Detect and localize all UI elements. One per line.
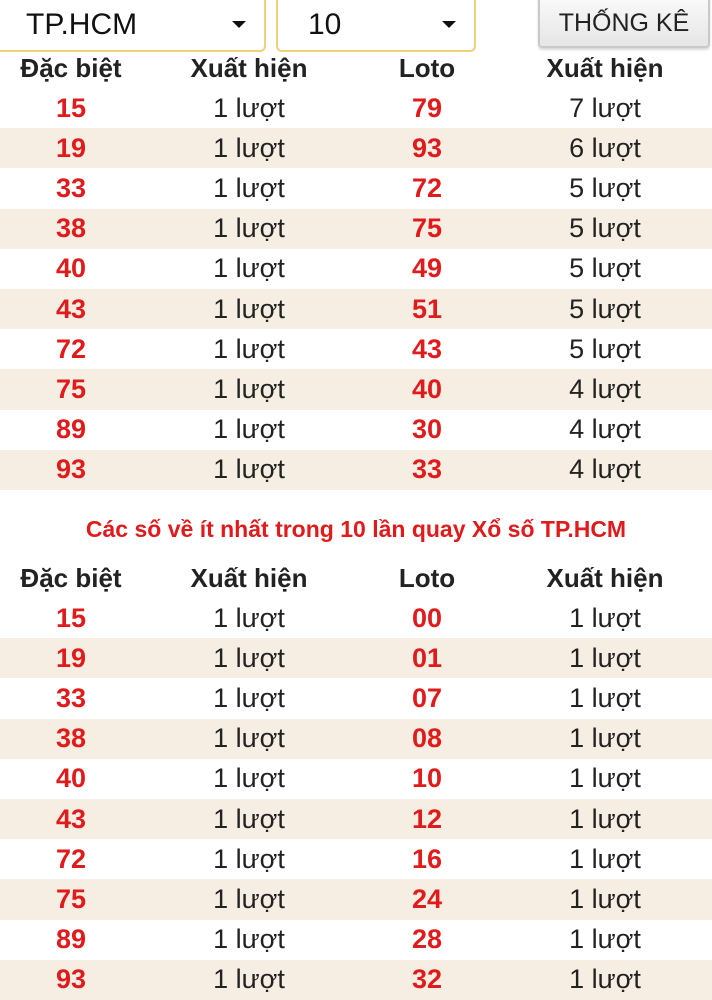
chevron-down-icon <box>442 21 456 28</box>
loto-count: 1 lượt <box>569 763 641 794</box>
table-row <box>0 839 712 879</box>
loto-number: 33 <box>411 454 443 485</box>
table-body <box>0 598 712 1000</box>
loto-number: 79 <box>411 92 443 123</box>
loto-number: 12 <box>411 803 443 834</box>
special-number: 40 <box>55 253 87 284</box>
header-loto: Loto <box>398 562 456 593</box>
loto-number: 08 <box>411 723 443 754</box>
loto-count: 1 lượt <box>569 803 641 834</box>
loto-count: 5 lượt <box>569 213 641 244</box>
loto-count: 1 lượt <box>569 642 641 673</box>
special-count: 1 lượt <box>213 924 285 955</box>
loto-number: 16 <box>411 843 443 874</box>
draw-count-select[interactable] <box>276 0 476 52</box>
loto-number: 75 <box>411 213 443 244</box>
special-number: 75 <box>55 373 87 404</box>
loto-count: 1 lượt <box>569 883 641 914</box>
special-number: 19 <box>55 642 87 673</box>
special-count: 1 lượt <box>213 883 285 914</box>
loto-count: 7 lượt <box>569 92 641 123</box>
special-count: 1 lượt <box>213 454 285 485</box>
loto-count: 4 lượt <box>569 414 641 445</box>
most-frequent-table <box>0 48 712 490</box>
table-row <box>0 759 712 799</box>
header-special: Đặc biệt <box>20 52 122 83</box>
loto-number: 10 <box>411 763 443 794</box>
table-row <box>0 128 712 168</box>
special-number: 72 <box>55 333 87 364</box>
loto-count: 6 lượt <box>569 132 641 163</box>
header-special-count: Xuất hiện <box>190 52 308 83</box>
special-count: 1 lượt <box>213 333 285 364</box>
special-count: 1 lượt <box>213 414 285 445</box>
chevron-down-icon <box>232 21 246 28</box>
special-count: 1 lượt <box>213 843 285 874</box>
special-number: 72 <box>55 843 87 874</box>
header-loto-count: Xuất hiện <box>546 52 664 83</box>
least-frequent-table <box>0 558 712 1000</box>
loto-count: 1 lượt <box>569 602 641 633</box>
loto-number: 40 <box>411 373 443 404</box>
special-number: 15 <box>55 92 87 123</box>
special-number: 93 <box>55 454 87 485</box>
special-number: 89 <box>55 924 87 955</box>
loto-number: 28 <box>411 924 443 955</box>
special-count: 1 lượt <box>213 373 285 404</box>
table-row <box>0 289 712 329</box>
special-count: 1 lượt <box>213 92 285 123</box>
special-number: 43 <box>55 803 87 834</box>
province-select-value: TP.HCM <box>26 8 138 41</box>
special-count: 1 lượt <box>213 172 285 203</box>
table-row <box>0 249 712 289</box>
loto-number: 51 <box>411 293 443 324</box>
loto-count: 4 lượt <box>569 373 641 404</box>
statistics-button[interactable]: THỐNG KÊ <box>538 0 710 48</box>
special-number: 33 <box>55 172 87 203</box>
loto-number: 49 <box>411 253 443 284</box>
table-body <box>0 88 712 490</box>
table-row <box>0 209 712 249</box>
table-row <box>0 799 712 839</box>
table-row <box>0 960 712 1000</box>
special-number: 93 <box>55 964 87 995</box>
table-row <box>0 598 712 638</box>
special-number: 19 <box>55 132 87 163</box>
loto-count: 5 lượt <box>569 253 641 284</box>
header-special-count: Xuất hiện <box>190 562 308 593</box>
table-row <box>0 450 712 490</box>
special-count: 1 lượt <box>213 132 285 163</box>
loto-count: 5 lượt <box>569 333 641 364</box>
special-count: 1 lượt <box>213 682 285 713</box>
loto-count: 1 lượt <box>569 964 641 995</box>
loto-number: 93 <box>411 132 443 163</box>
table-row <box>0 329 712 369</box>
loto-count: 5 lượt <box>569 172 641 203</box>
special-number: 38 <box>55 723 87 754</box>
table-row <box>0 410 712 450</box>
loto-number: 30 <box>411 414 443 445</box>
special-number: 75 <box>55 883 87 914</box>
special-count: 1 lượt <box>213 293 285 324</box>
special-number: 38 <box>55 213 87 244</box>
loto-count: 1 lượt <box>569 723 641 754</box>
header-loto: Loto <box>398 52 456 83</box>
loto-count: 1 lượt <box>569 682 641 713</box>
special-count: 1 lượt <box>213 642 285 673</box>
table-row <box>0 719 712 759</box>
special-count: 1 lượt <box>213 602 285 633</box>
table-row <box>0 369 712 409</box>
table-row <box>0 920 712 960</box>
table-header <box>0 558 712 598</box>
special-count: 1 lượt <box>213 763 285 794</box>
draw-count-select-value: 10 <box>308 8 342 41</box>
loto-count: 1 lượt <box>569 843 641 874</box>
loto-number: 32 <box>411 964 443 995</box>
header-special: Đặc biệt <box>20 562 122 593</box>
special-count: 1 lượt <box>213 803 285 834</box>
table-row <box>0 638 712 678</box>
loto-number: 07 <box>411 682 443 713</box>
loto-count: 1 lượt <box>569 924 641 955</box>
special-count: 1 lượt <box>213 213 285 244</box>
table-row <box>0 168 712 208</box>
loto-count: 5 lượt <box>569 293 641 324</box>
special-count: 1 lượt <box>213 253 285 284</box>
table-row <box>0 678 712 718</box>
special-number: 15 <box>55 602 87 633</box>
special-number: 43 <box>55 293 87 324</box>
loto-number: 72 <box>411 172 443 203</box>
table-header <box>0 48 712 88</box>
special-count: 1 lượt <box>213 723 285 754</box>
special-count: 1 lượt <box>213 964 285 995</box>
table-row <box>0 88 712 128</box>
loto-number: 43 <box>411 333 443 364</box>
filter-bar <box>0 0 712 48</box>
least-frequent-title: Các số về ít nhất trong 10 lần quay Xổ số TP.HCM <box>85 516 627 542</box>
table-row <box>0 879 712 919</box>
loto-number: 24 <box>411 883 443 914</box>
special-number: 40 <box>55 763 87 794</box>
loto-number: 01 <box>411 642 443 673</box>
header-loto-count: Xuất hiện <box>546 562 664 593</box>
loto-number: 00 <box>411 602 443 633</box>
special-number: 89 <box>55 414 87 445</box>
province-select[interactable] <box>0 0 266 52</box>
special-number: 33 <box>55 682 87 713</box>
loto-count: 4 lượt <box>569 454 641 485</box>
